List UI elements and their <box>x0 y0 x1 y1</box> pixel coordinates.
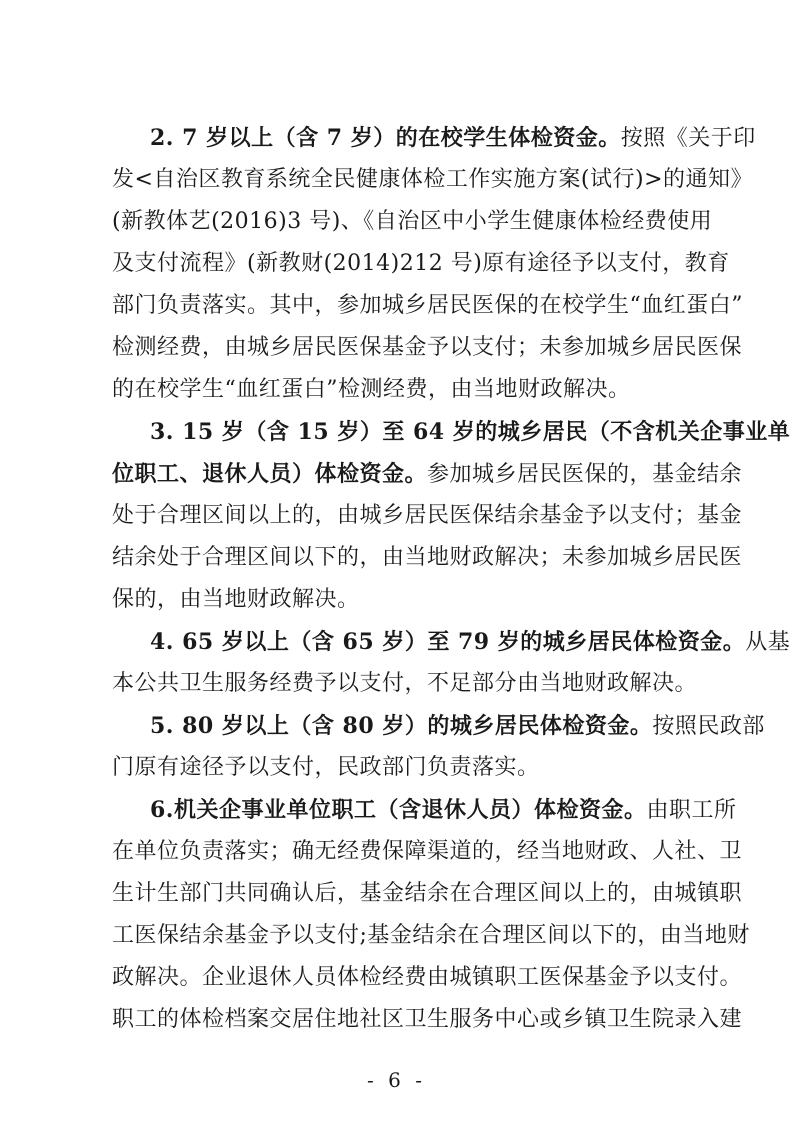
paragraph-2-heading: 2. 7 岁以上（含 7 岁）的在校学生体检资金。 <box>150 125 621 151</box>
paragraph-6-line-3: 生计生部门共同确认后，基金结余在合理区间以上的，由城镇职 <box>112 881 743 906</box>
paragraph-3-line-4: 结余处于合理区间以下的，由当地财政解决；未参加城乡居民医 <box>112 545 743 570</box>
page-number: - 6 - <box>367 1068 426 1092</box>
paragraph-3-line-5: 保的，由当地财政解决。 <box>112 587 360 612</box>
paragraph-3-line-2 <box>112 456 743 492</box>
paragraph-6-line-2: 在单位负责落实；确无经费保障渠道的，经当地财政、人社、卫 <box>112 839 743 864</box>
paragraph-2-line-3: (新教体艺(2016)3 号)、《自治区中小学生健康体检经费使用 <box>112 209 713 234</box>
paragraph-3-line-1 <box>150 414 791 450</box>
paragraph-4-text: 从基 <box>745 630 791 655</box>
paragraph-3-heading: 3. 15 岁（含 15 岁）至 64 岁的城乡居民（不含机关企事业单 <box>150 419 791 445</box>
paragraph-4-line-1 <box>150 624 791 660</box>
paragraph-6-line-6: 职工的体检档案交居住地社区卫生服务中心或乡镇卫生院录入建 <box>112 1007 743 1032</box>
paragraph-2-line-1 <box>150 120 756 156</box>
paragraph-2-line-4: 及支付流程》(新教财(2014)212 号)原有途径予以支付，教育 <box>112 251 730 276</box>
paragraph-5-line-1 <box>150 708 765 744</box>
paragraph-2-line-6: 检测经费，由城乡居民医保基金予以支付；未参加城乡居民医保 <box>112 335 743 360</box>
paragraph-6-text: 由职工所 <box>646 798 737 823</box>
paragraph-4-line-2: 本公共卫生服务经费予以支付，不足部分由当地财政解决。 <box>112 671 698 696</box>
paragraph-5-line-2: 门原有途径予以支付，民政部门负责落实。 <box>112 755 540 780</box>
paragraph-2-text: 按照《关于印 <box>620 126 756 151</box>
paragraph-2-line-2: 发<自治区教育系统全民健康体检工作实施方案(试行)>的通知》 <box>112 167 754 192</box>
paragraph-6-line-1 <box>150 792 737 828</box>
paragraph-3-text-cont: 参加城乡居民医保的，基金结余 <box>427 462 743 487</box>
paragraph-6-heading: 6.机关企事业单位职工（含退休人员）体检资金。 <box>150 797 647 823</box>
paragraph-2-line-5: 部门负责落实。其中，参加城乡居民医保的在校学生“血红蛋白” <box>112 293 743 318</box>
paragraph-4-heading: 4. 65 岁以上（含 65 岁）至 79 岁的城乡居民体检资金。 <box>150 629 746 655</box>
paragraph-3-line-3: 处于合理区间以上的，由城乡居民医保结余基金予以支付；基金 <box>112 503 743 528</box>
paragraph-5-text: 按照民政部 <box>652 714 765 739</box>
paragraph-6-line-4: 工医保结余基金予以支付;基金结余在合理区间以下的，由当地财 <box>112 923 750 948</box>
paragraph-5-heading: 5. 80 岁以上（含 80 岁）的城乡居民体检资金。 <box>150 713 653 739</box>
paragraph-6-line-5: 政解决。企业退休人员体检经费由城镇职工医保基金予以支付。 <box>112 965 743 990</box>
paragraph-3-heading-cont: 位职工、退休人员）体检资金。 <box>112 461 428 487</box>
paragraph-2-line-7: 的在校学生“血红蛋白”检测经费，由当地财政解决。 <box>112 377 631 402</box>
